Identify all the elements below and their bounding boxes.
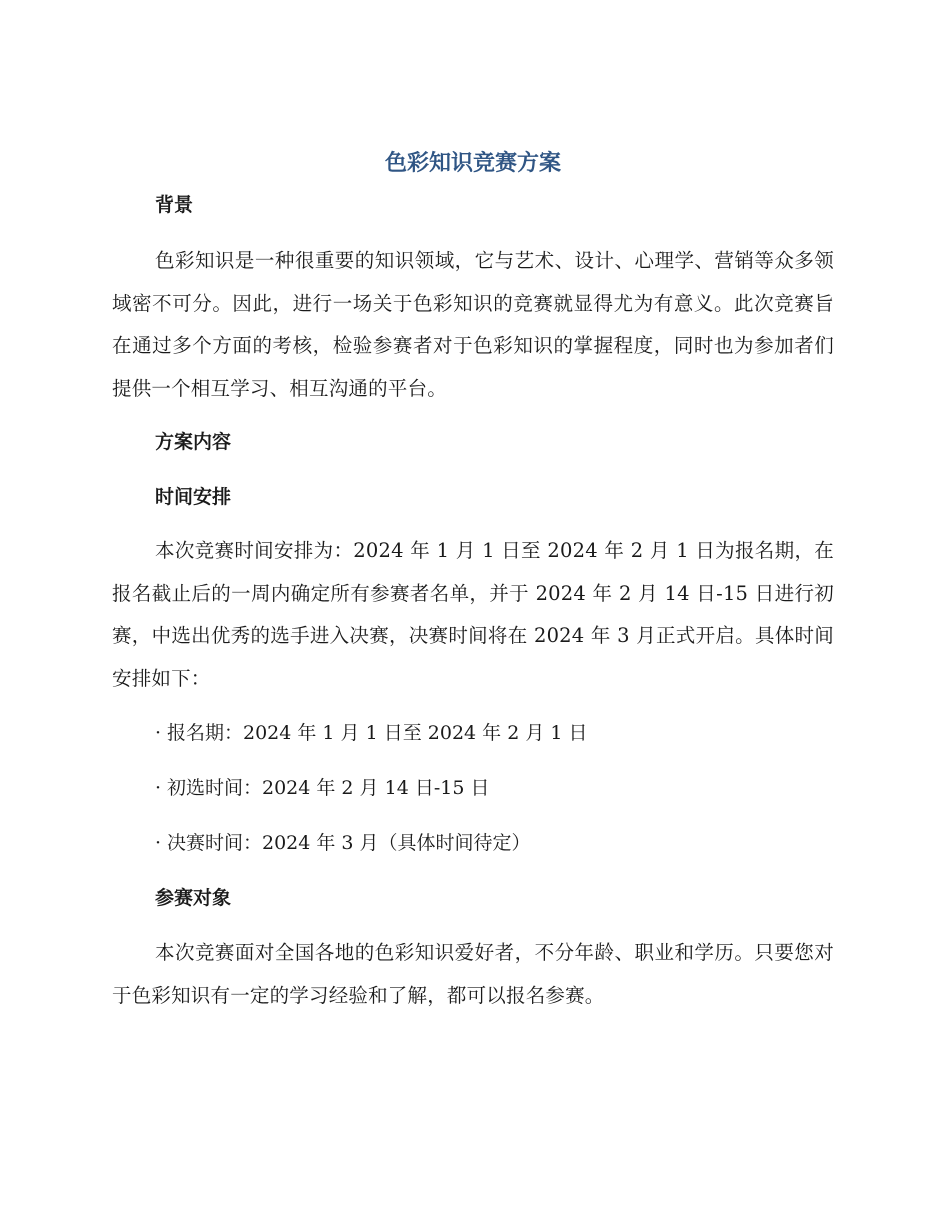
schedule-item-text: 决赛时间：2024 年 3 月（具体时间待定） xyxy=(167,832,531,854)
schedule-item-preliminary xyxy=(155,773,489,803)
bullet-dot-icon: · xyxy=(155,832,162,854)
schedule-item-final xyxy=(155,828,531,858)
schedule-item-registration xyxy=(155,718,588,748)
participants-heading: 参赛对象 xyxy=(155,887,232,909)
document-title: 色彩知识竞赛方案 xyxy=(384,151,561,176)
bullet-dot-icon: · xyxy=(155,722,162,744)
schedule-heading: 时间安排 xyxy=(155,486,232,508)
schedule-item-text: 初选时间：2024 年 2 月 14 日-15 日 xyxy=(167,777,490,799)
bullet-dot-icon: · xyxy=(155,777,162,799)
schedule-paragraph: 本次竞赛时间安排为：2024 年 1 月 1 日至 2024 年 2 月 1 日为报名期，在报名截止后的一周内确定所有参赛者名单，并于 2024 年 2 月 14 日-15 日进行初赛，中选出优秀的选手进入决赛，决赛时间将在 2024 年 3 月正式开启。具体时间安排如下： xyxy=(112,539,834,690)
background-heading: 背景 xyxy=(155,194,194,216)
plan-heading: 方案内容 xyxy=(155,431,232,453)
participants-paragraph: 本次竞赛面对全国各地的色彩知识爱好者，不分年龄、职业和学历。只要您对于色彩知识有一定的学习经验和了解，都可以报名参赛。 xyxy=(112,941,834,1007)
schedule-item-text: 报名期：2024 年 1 月 1 日至 2024 年 2 月 1 日 xyxy=(167,722,588,744)
background-paragraph: 色彩知识是一种很重要的知识领域，它与艺术、设计、心理学、营销等众多领域密不可分。因此，进行一场关于色彩知识的竞赛就显得尤为有意义。此次竞赛旨在通过多个方面的考核，检验参赛者对于色彩知识的掌握程度，同时也为参加者们提供一个相互学习、相互沟通的平台。 xyxy=(112,249,834,400)
